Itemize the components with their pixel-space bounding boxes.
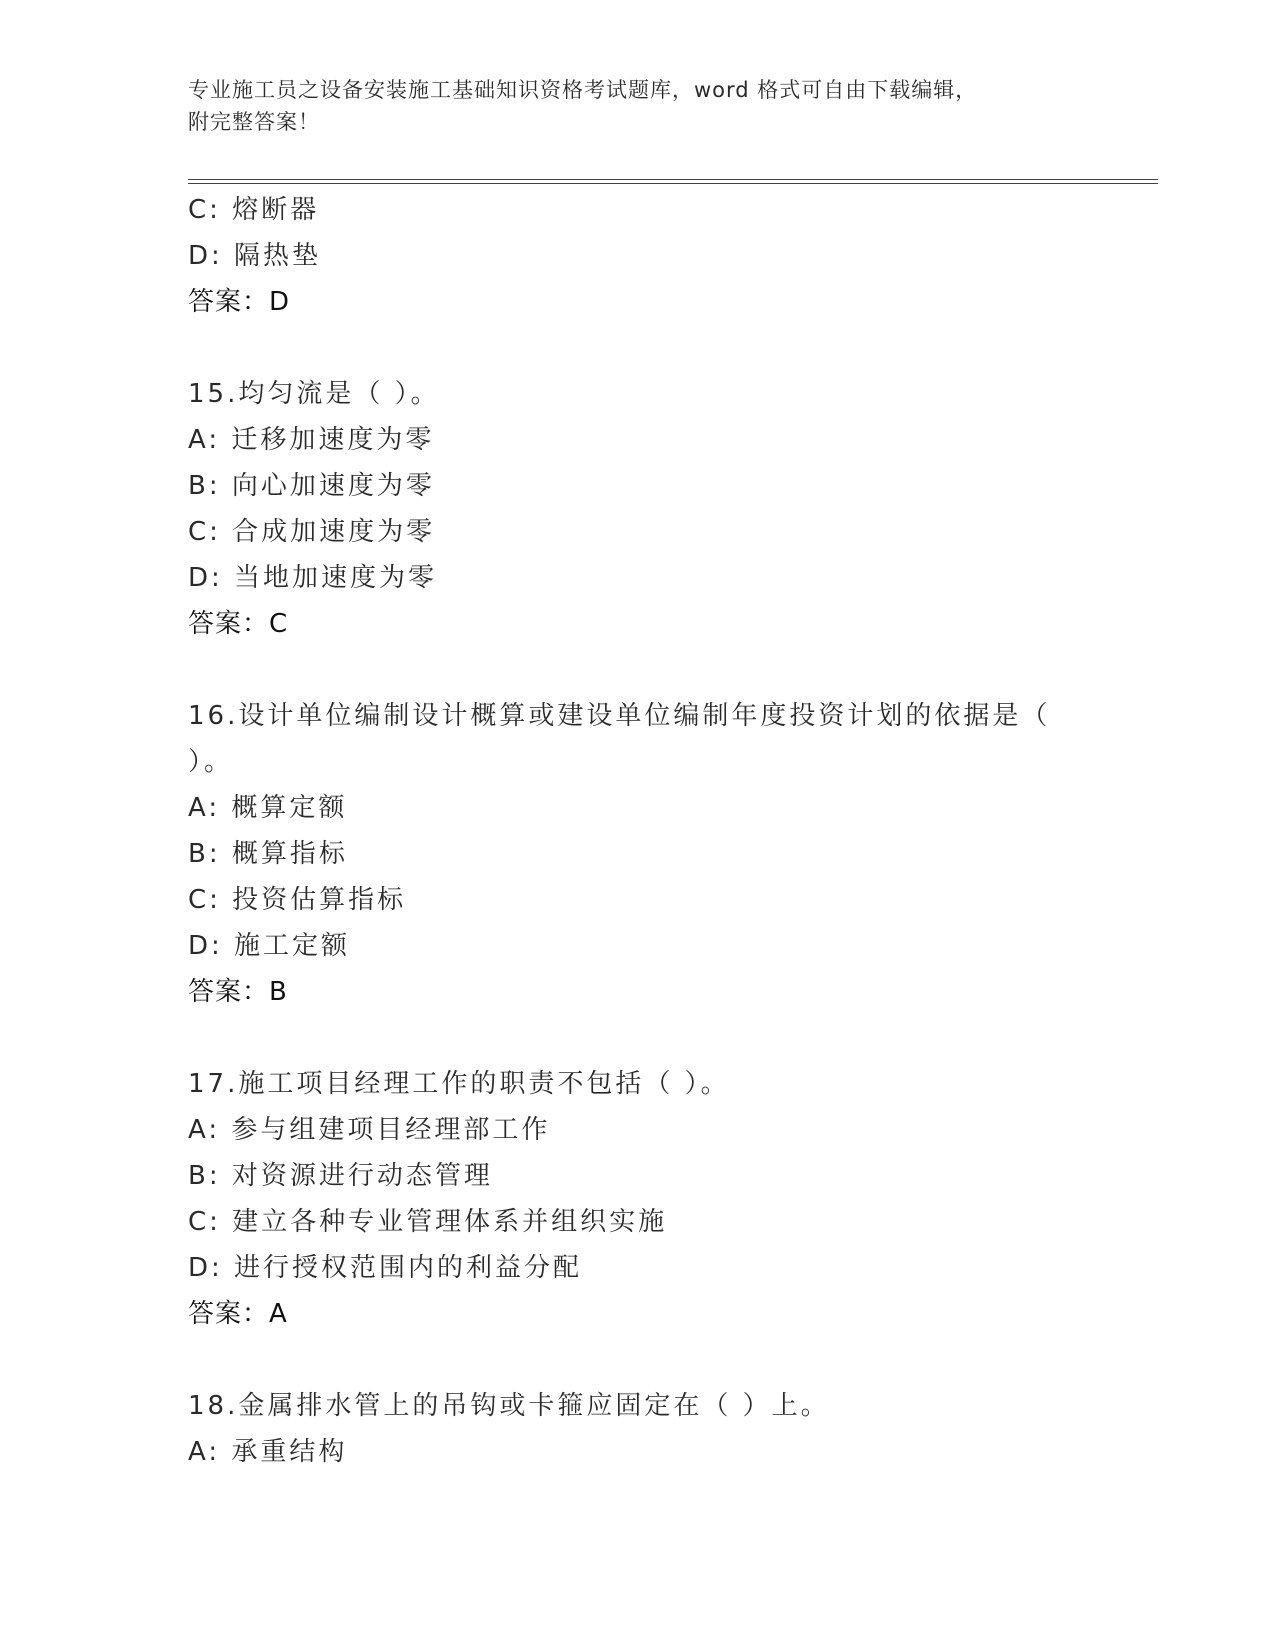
option-c: C: 熔断器 xyxy=(188,195,320,225)
option-c: C: 投资估算指标 xyxy=(188,885,407,915)
answer-line: 答案：B xyxy=(188,977,288,1007)
question-block-partial xyxy=(188,187,1158,325)
spacer xyxy=(188,325,1158,371)
option-a: A: 迁移加速度为零 xyxy=(188,425,435,455)
question-text: 16.设计单位编制设计概算或建设单位编制年度投资计划的依据是（ xyxy=(188,701,1051,731)
option-a: A: 概算定额 xyxy=(188,793,348,823)
spacer xyxy=(188,647,1158,693)
document-header xyxy=(188,74,1088,138)
question-block-17 xyxy=(188,1061,1158,1337)
question-text: 18.金属排水管上的吊钩或卡箍应固定在（ ）上。 xyxy=(188,1391,830,1421)
answer-line: 答案：C xyxy=(188,609,289,639)
spacer xyxy=(188,1337,1158,1383)
question-text: 17.施工项目经理工作的职责不包括（ ）。 xyxy=(188,1069,730,1099)
option-b: B: 对资源进行动态管理 xyxy=(188,1161,493,1191)
answer-line: 答案：D xyxy=(188,287,291,317)
question-text: 15.均匀流是（ ）。 xyxy=(188,379,440,409)
option-a: A: 承重结构 xyxy=(188,1437,348,1467)
question-block-18 xyxy=(188,1383,1158,1475)
question-text-continued: ）。 xyxy=(188,747,234,777)
option-c: C: 合成加速度为零 xyxy=(188,517,436,547)
option-b: B: 概算指标 xyxy=(188,839,348,869)
header-line-2: 附完整答案！ xyxy=(188,110,320,134)
spacer xyxy=(188,1015,1158,1061)
option-b: B: 向心加速度为零 xyxy=(188,471,435,501)
question-block-16 xyxy=(188,693,1158,1015)
option-d: D: 隔热垫 xyxy=(188,241,322,271)
option-d: D: 施工定额 xyxy=(188,931,351,961)
question-list xyxy=(188,187,1158,1475)
option-a: A: 参与组建项目经理部工作 xyxy=(188,1115,551,1145)
answer-line: 答案：A xyxy=(188,1299,288,1329)
header-divider xyxy=(188,179,1158,184)
option-d: D: 进行授权范围内的利益分配 xyxy=(188,1253,583,1283)
option-c: C: 建立各种专业管理体系并组织实施 xyxy=(188,1207,668,1237)
option-d: D: 当地加速度为零 xyxy=(188,563,438,593)
question-block-15 xyxy=(188,371,1158,647)
header-line-1: 专业施工员之设备安装施工基础知识资格考试题库，word 格式可自由下载编辑， xyxy=(188,78,978,102)
